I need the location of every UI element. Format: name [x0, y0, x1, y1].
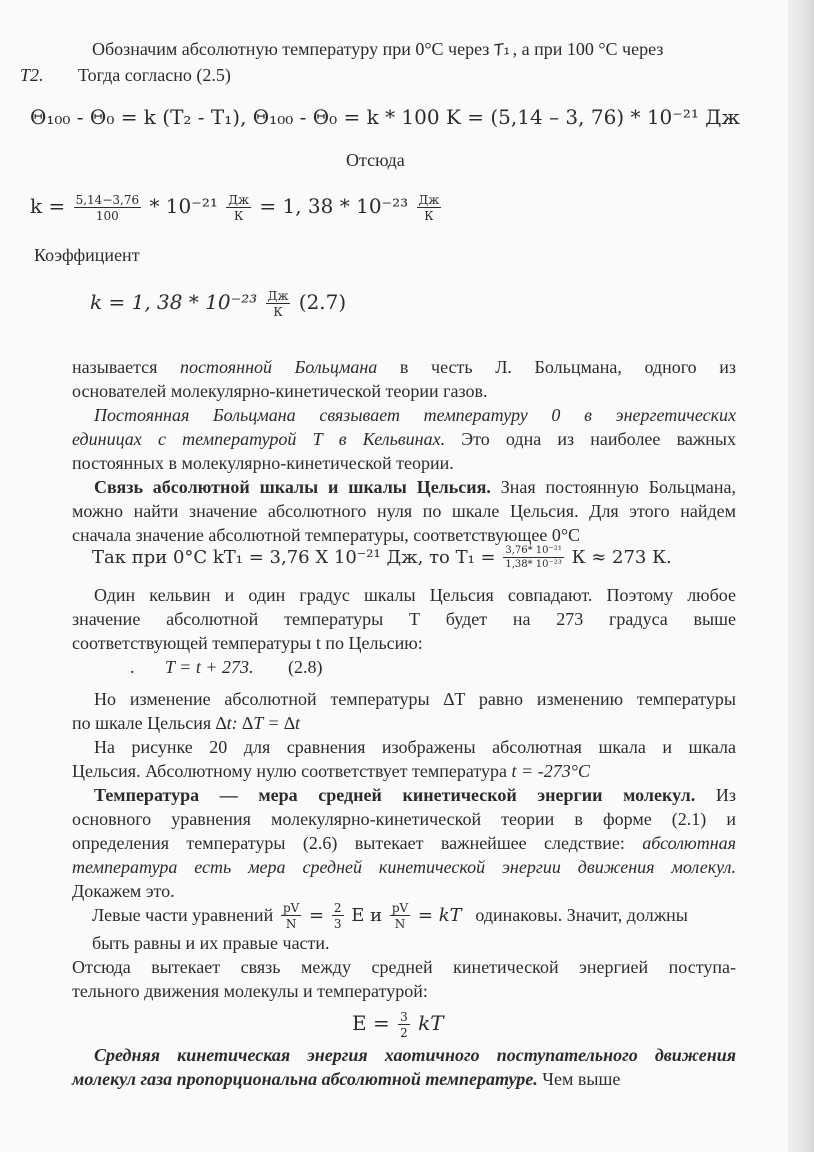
- text-line: основателей молекулярно-кинетической теории газов.: [72, 381, 488, 401]
- text-line: [72, 428, 736, 450]
- text-line: [72, 760, 590, 782]
- line-text: в честь Л. Больцмана, одного из: [399, 357, 737, 377]
- fraction: [74, 194, 142, 222]
- t2-label: T2.: [20, 65, 44, 85]
- bullet-dot: .: [130, 657, 135, 677]
- text-line: основного уравнения молекулярно-кинетической теории в форме (2.1) и: [72, 809, 736, 829]
- line-text: Тогда согласно (2.5): [78, 65, 231, 85]
- equation-energy: [352, 998, 444, 1048]
- formula: t = -273°C: [511, 761, 590, 781]
- denominator: К: [424, 208, 434, 223]
- term-boltzmann: постоянной Больцмана: [180, 357, 378, 377]
- text-line: тельного движения молекулы и температурой:: [72, 981, 428, 1001]
- unit-fraction: [266, 290, 291, 318]
- equation-kelvin-celsius: [130, 656, 322, 678]
- eq-part: E и: [351, 905, 383, 926]
- eq-part: Так при 0°С kT₁ = 3,76 X 10⁻²¹ Дж, то T₁ =: [92, 547, 496, 568]
- text-line: постоянных в молекулярно-кинетической теории.: [72, 453, 454, 473]
- text-line: сначала значение абсолютной температуры, соответствующее 0°С: [72, 525, 581, 545]
- numerator: Дж: [418, 192, 440, 207]
- text-line: температура есть мера средней кинетической энергии движения молекул.: [72, 857, 736, 877]
- denominator: К: [273, 304, 283, 319]
- text-line: Постоянная Больцмана связывает температуру 0 в энергетических: [94, 405, 736, 425]
- eq-part: kT: [418, 1011, 444, 1035]
- line-text: Чем выше: [542, 1069, 621, 1089]
- denominator: 1,38* 10⁻²³: [505, 559, 562, 570]
- eq-k: k =: [30, 194, 66, 218]
- text-line: значение абсолютной температуры Т будет на 273 градуса выше: [72, 609, 736, 629]
- text-line: [20, 64, 231, 86]
- numerator: 2: [333, 901, 342, 915]
- eq-part: k = 1, 38 * 10⁻²³: [90, 290, 258, 314]
- text-line: [72, 832, 736, 854]
- text-line: Но изменение абсолютной температуры ∆T равно изменению температуры: [94, 689, 736, 709]
- numerator: pV: [282, 901, 300, 915]
- line-text: называется: [72, 357, 158, 377]
- fraction: [398, 1011, 410, 1039]
- line-text: Обозначим абсолютную температуру при 0°С через: [92, 39, 490, 59]
- denominator: 2: [400, 1025, 408, 1040]
- denominator: 100: [95, 208, 119, 223]
- numerator: pV: [391, 901, 409, 915]
- denominator: 3: [333, 917, 342, 931]
- numerator: 3: [400, 1009, 408, 1024]
- equation-t1: [92, 536, 672, 580]
- equation-boltzmann-constant: [90, 278, 346, 326]
- numerator: Дж: [267, 288, 289, 303]
- line-text: Из: [715, 785, 736, 805]
- equation-number: (2.8): [287, 657, 323, 677]
- formula: T = t + 273.: [165, 657, 254, 677]
- line-text: одинаковы. Значит, должны: [475, 905, 688, 925]
- denominator: N: [394, 917, 406, 931]
- text-line: На рисунке 20 для сравнения изображены абсолютная шкала и шкала: [94, 737, 736, 757]
- denominator: К: [233, 208, 244, 223]
- fraction: [503, 546, 563, 570]
- numerator: 5,14−3,76: [75, 192, 140, 207]
- fraction: [332, 902, 344, 930]
- text-line: [72, 1068, 620, 1090]
- line-text: абсолютная: [642, 833, 737, 853]
- koef-label: Коэффициент: [34, 245, 140, 265]
- line-text: Это одна из наиболее важных: [461, 429, 736, 449]
- equation-number: (2.7): [298, 290, 347, 314]
- numerator: 3,76* 10⁻²¹: [505, 545, 562, 556]
- fraction: [281, 902, 301, 930]
- equation-k-derivation: [30, 182, 443, 230]
- equation-theta-difference: Θ₁₀₀ - Θ₀ = k (T₂ - T₁), Θ₁₀₀ - Θ₀ = k * 100 K = (5,14 – 3, 76) * 10⁻²¹ Дж: [30, 105, 740, 129]
- otsyuda-label: Отсюда: [346, 150, 405, 170]
- text-line: Один кельвин и один градус шкалы Цельсия совпадают. Поэтому любое: [94, 585, 736, 605]
- text-line: Средняя кинетическая энергия хаотичного поступательного движения: [94, 1045, 736, 1065]
- eq-part: =: [309, 905, 325, 926]
- numerator: Дж: [228, 192, 250, 207]
- text-line: [72, 712, 300, 734]
- denominator: N: [285, 917, 297, 931]
- text-line: [72, 356, 736, 378]
- line-text: определения температуры (2.6) вытекает важнейшее следствие:: [72, 833, 625, 853]
- handwritten-t1: T₁: [492, 39, 510, 60]
- line-text: Цельсия. Абсолютному нулю соответствует температура: [72, 761, 508, 781]
- text-line: Докажем это.: [72, 881, 175, 901]
- eq-part: E =: [352, 1011, 390, 1035]
- text-line: соответствующей температуры t по Цельсию:: [72, 633, 423, 653]
- emphasis-text: молекул газа пропорциональна абсолютной температуре.: [72, 1069, 538, 1089]
- text-line: [94, 784, 736, 806]
- text-line: можно найти значение абсолютного нуля по шкале Цельсия. Для этого найдем: [72, 501, 736, 521]
- line-text: единицах с температурой Т в Кельвинах.: [72, 429, 446, 449]
- eq-part: К ≈ 273 К.: [571, 547, 672, 568]
- text-line: быть равны и их правые части.: [92, 933, 330, 953]
- unit-fraction: [417, 194, 442, 222]
- section-heading: Температура — мера средней кинетической энергии молекул.: [94, 785, 696, 805]
- eq-part: = kT: [417, 905, 462, 926]
- line-text: по шкале Цельсия: [72, 713, 212, 733]
- line-text: Левые части уравнений: [92, 905, 274, 925]
- formula: ∆t: ∆T = ∆t: [215, 713, 301, 733]
- eq-part: * 10⁻²¹: [149, 194, 218, 218]
- text-line: Отсюда вытекает связь между средней кинетической энергией поступа-: [72, 957, 736, 977]
- line-text: , а при 100 °С через: [512, 39, 664, 59]
- line-text: Зная постоянную Больцмана,: [500, 477, 736, 497]
- text-line: [94, 476, 736, 498]
- unit-fraction: [226, 194, 251, 222]
- text-line: [92, 38, 663, 61]
- page-edge-shadow: [788, 0, 814, 1152]
- section-heading: Связь абсолютной шкалы и шкалы Цельсия.: [94, 477, 491, 497]
- eq-part: = 1, 38 * 10⁻²³: [259, 194, 409, 218]
- fraction: [390, 902, 410, 930]
